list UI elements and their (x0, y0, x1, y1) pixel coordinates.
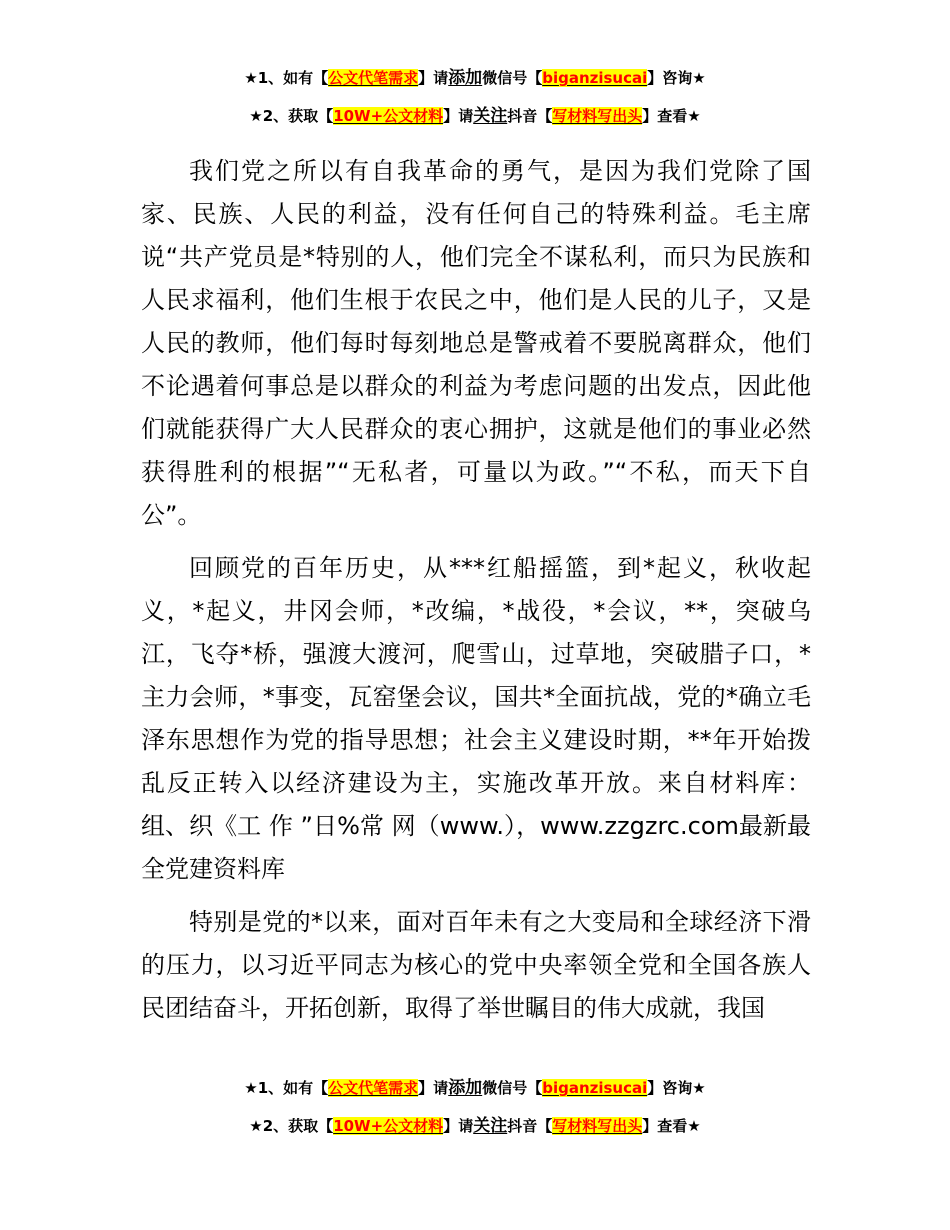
promo-suffix: 】咨询★ (647, 69, 706, 87)
promo-text: 】请 (418, 69, 449, 87)
promo-text: 】请 (418, 1079, 449, 1097)
promo-highlight-douyin-id: 写材料写出头 (552, 107, 643, 125)
promo-suffix: 】咨询★ (647, 1079, 706, 1097)
promo-prefix: ★1、如有【 (244, 1079, 329, 1097)
promo-text: 微信号【 (482, 1079, 543, 1097)
promo-emphasis: 关注 (473, 106, 508, 126)
promo-line-douyin (0, 1110, 950, 1142)
promo-emphasis: 添加 (448, 1078, 483, 1098)
promo-highlight-douyin-id: 写材料写出头 (552, 1117, 643, 1135)
promo-footer (0, 1072, 950, 1142)
promo-text: 】请 (443, 107, 474, 125)
promo-header (0, 62, 950, 132)
promo-prefix: ★1、如有【 (244, 69, 329, 87)
promo-highlight-service: 公文代笔需求 (328, 1079, 419, 1097)
promo-highlight-materials: 10W+公文材料 (333, 107, 444, 125)
promo-highlight-wechat-id: biganzisucai (542, 69, 648, 87)
promo-emphasis: 添加 (448, 68, 483, 88)
promo-highlight-materials: 10W+公文材料 (333, 1117, 444, 1135)
promo-highlight-service: 公文代笔需求 (328, 69, 419, 87)
promo-line-wechat (0, 62, 950, 94)
promo-suffix: 】查看★ (642, 1117, 701, 1135)
promo-prefix: ★2、获取【 (249, 1117, 334, 1135)
paragraph-1: 我们党之所以有自我革命的勇气，是因为我们党除了国家、民族、人民的利益，没有任何自己的特殊利益。毛主席说“共产党员是*特别的人，他们完全不谋私利，而只为民族和人民求福利，他们生根于农民之中，他们是人民的儿子，又是人民的教师，他们每时每刻地总是警戒着不要脱离群众，他们不论遇着何事总是以群众的利益为考虑问题的出发点，因此他们就能获得广大人民群众的衷心拥护，这就是他们的事业必然获得胜利的根据”“无私者，可量以为政。”“不私，而天下自公”。 (141, 157, 811, 529)
promo-line-wechat (0, 1072, 950, 1104)
promo-text: 】请 (443, 1117, 474, 1135)
paragraph-3: 特别是党的*以来，面对百年未有之大变局和全球经济下滑的压力，以习近平同志为核心的党中央率领全党和全国各族人民团结奋斗，开拓创新，取得了举世瞩目的伟大成就，我国 (141, 908, 811, 1022)
document-body (141, 150, 811, 1040)
promo-prefix: ★2、获取【 (249, 107, 334, 125)
promo-text: 抖音【 (507, 1117, 553, 1135)
paragraph-2: 回顾党的百年历史，从***红船摇篮，到*起义，秋收起义，*起义，井冈会师，*改编，*战役，*会议，**，突破乌江，飞夺*桥，强渡大渡河，爬雪山，过草地，突破腊子口，*主力会师，*事变，瓦窑堡会议，国共*全面抗战，党的*确立毛泽东思想作为党的指导思想；社会主义建设时期，**年开始拨乱反正转入以经济建设为主，实施改革开放。来自材料库：组、织《工 作 ”日%常 网（www.），www.zzgzrc.com最新最全党建资料库 (141, 554, 811, 883)
promo-text: 抖音【 (507, 107, 553, 125)
promo-highlight-wechat-id: biganzisucai (542, 1079, 648, 1097)
promo-text: 微信号【 (482, 69, 543, 87)
promo-line-douyin (0, 100, 950, 132)
promo-emphasis: 关注 (473, 1116, 508, 1136)
promo-suffix: 】查看★ (642, 107, 701, 125)
